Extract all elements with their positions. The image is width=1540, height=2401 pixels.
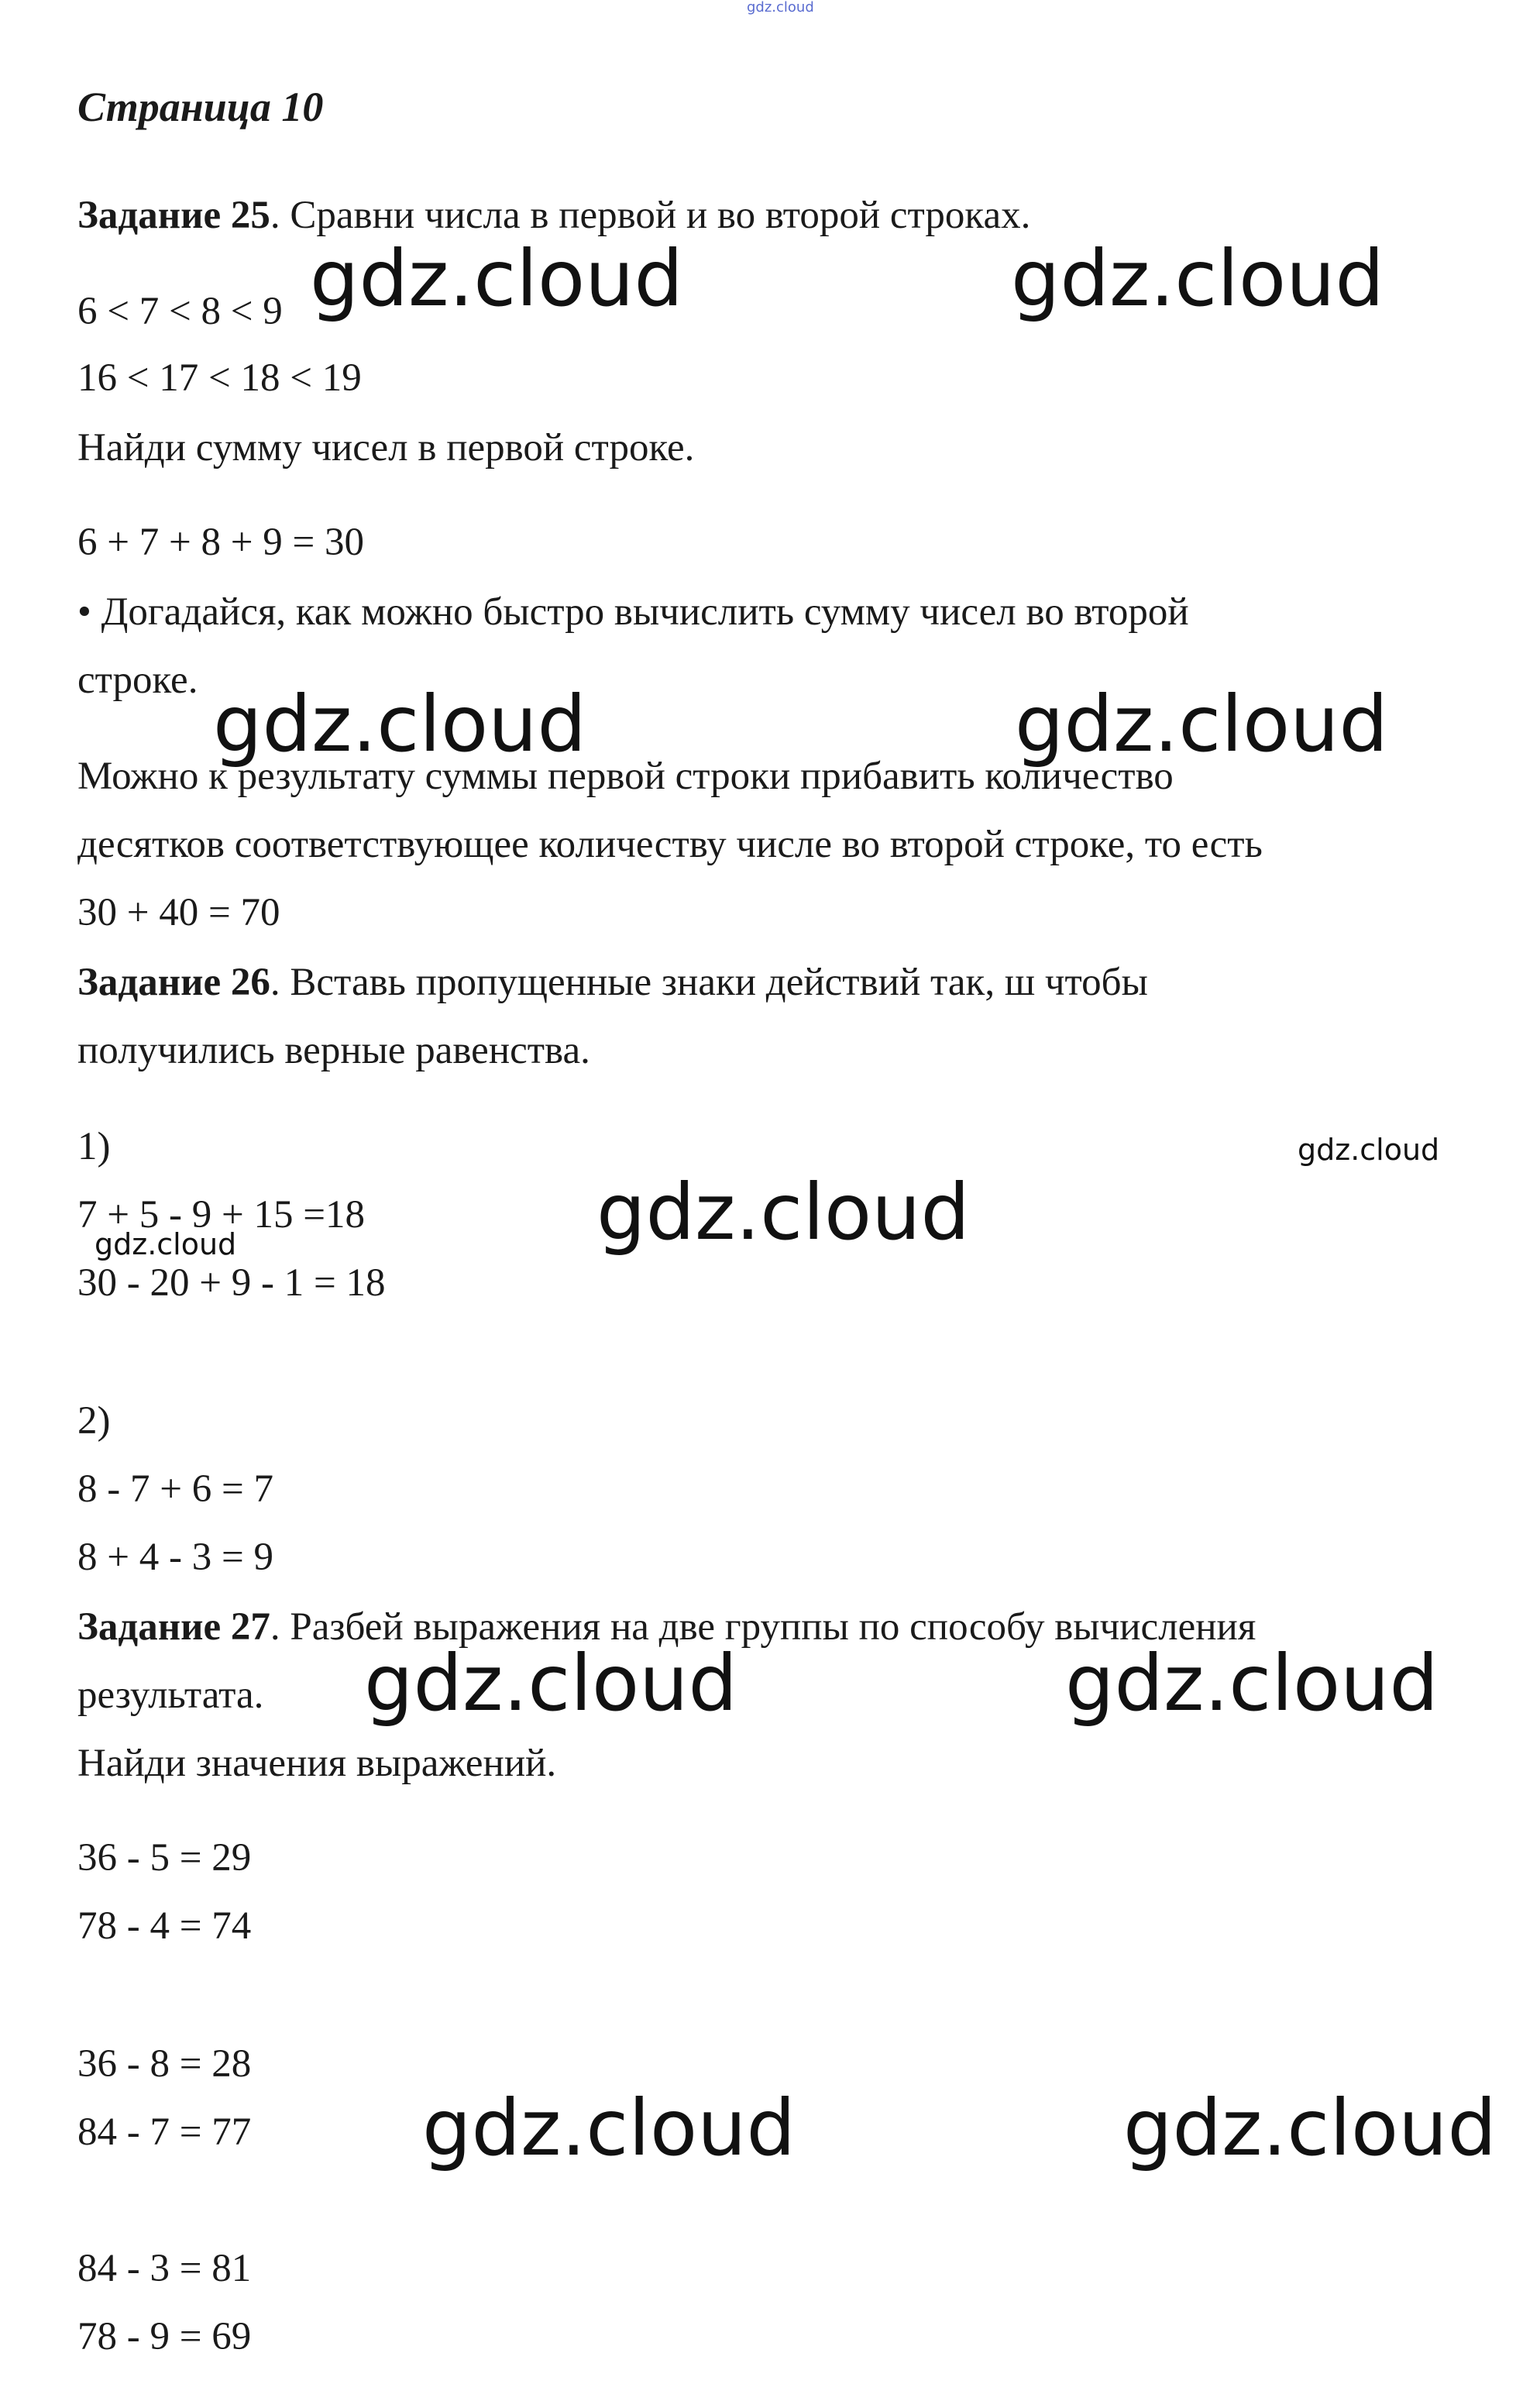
task26-text-line2: получились верные равенства. bbox=[77, 1029, 590, 1072]
task26-part1-eq2: 30 - 20 + 9 - 1 = 18 bbox=[77, 1261, 386, 1305]
task27-group1-eq1: 36 - 5 = 29 bbox=[77, 1836, 252, 1880]
watermark: gdz.cloud bbox=[1015, 679, 1389, 769]
watermark: gdz.cloud bbox=[422, 2083, 796, 2173]
task26-part2-eq1: 8 - 7 + 6 = 7 bbox=[77, 1467, 274, 1511]
task25-answer-line1: Можно к результату суммы первой строки прибавить количество bbox=[77, 755, 1174, 798]
task25-label: Задание 25 bbox=[77, 194, 270, 237]
watermark: gdz.cloud bbox=[1011, 233, 1385, 324]
task26-part2-eq2: 8 + 4 - 3 = 9 bbox=[77, 1536, 274, 1579]
task27-text-line3: Найди значения выражений. bbox=[77, 1742, 557, 1785]
task25-text: . Сравни числа в первой и во второй строках. bbox=[270, 194, 1031, 237]
task26-part1-eq1: 7 + 5 - 9 + 15 =18 bbox=[77, 1193, 366, 1237]
task25-answer-line3: 30 + 40 = 70 bbox=[77, 891, 280, 934]
task27-text-line2: результата. bbox=[77, 1673, 264, 1717]
task25-heading bbox=[77, 192, 1030, 239]
task27-group3-eq2: 78 - 9 = 69 bbox=[77, 2315, 252, 2358]
task27-group1-eq2: 78 - 4 = 74 bbox=[77, 1904, 252, 1948]
watermark: gdz.cloud bbox=[1123, 2083, 1497, 2173]
page-title: Страница 10 bbox=[77, 84, 324, 130]
task27-label: Задание 27 bbox=[77, 1605, 270, 1649]
task27-text-line1: . Разбей выражения на две группы по способу вычисления bbox=[270, 1605, 1256, 1649]
task25-hint-line2: строке. bbox=[77, 659, 198, 702]
task25-sum: 6 + 7 + 8 + 9 = 30 bbox=[77, 521, 365, 564]
watermark-small: gdz.cloud bbox=[95, 1227, 237, 1261]
task26-part1-label: 1) bbox=[77, 1125, 111, 1168]
task27-group2-eq1: 36 - 8 = 28 bbox=[77, 2042, 252, 2086]
task27-group2-eq2: 84 - 7 = 77 bbox=[77, 2110, 252, 2154]
task26-text-line1: . Вставь пропущенные знаки действий так, ш чтобы bbox=[270, 961, 1148, 1004]
task25-row2: 16 < 17 < 18 < 19 bbox=[77, 356, 362, 400]
watermark: gdz.cloud bbox=[213, 679, 587, 769]
task26-label: Задание 26 bbox=[77, 961, 270, 1004]
task27-heading bbox=[77, 1604, 1256, 1650]
task25-row1: 6 < 7 < 8 < 9 bbox=[77, 290, 283, 333]
task26-heading bbox=[77, 959, 1148, 1006]
watermark: gdz.cloud bbox=[1065, 1638, 1439, 1729]
task27-group3-eq1: 84 - 3 = 81 bbox=[77, 2247, 252, 2290]
watermark: gdz.cloud bbox=[596, 1167, 971, 1257]
header-watermark: gdz.cloud bbox=[747, 0, 814, 15]
watermark-small: gdz.cloud bbox=[1298, 1133, 1440, 1167]
task25-hint-line1: • Догадайся, как можно быстро вычислить сумму чисел во второй bbox=[77, 590, 1189, 634]
task26-part2-label: 2) bbox=[77, 1399, 111, 1443]
task25-answer-line2: десятков соответствующее количеству числе во второй строке, то есть bbox=[77, 823, 1263, 866]
task25-question: Найди сумму чисел в первой строке. bbox=[77, 426, 695, 470]
watermark: gdz.cloud bbox=[310, 233, 684, 324]
watermark: gdz.cloud bbox=[364, 1638, 738, 1729]
